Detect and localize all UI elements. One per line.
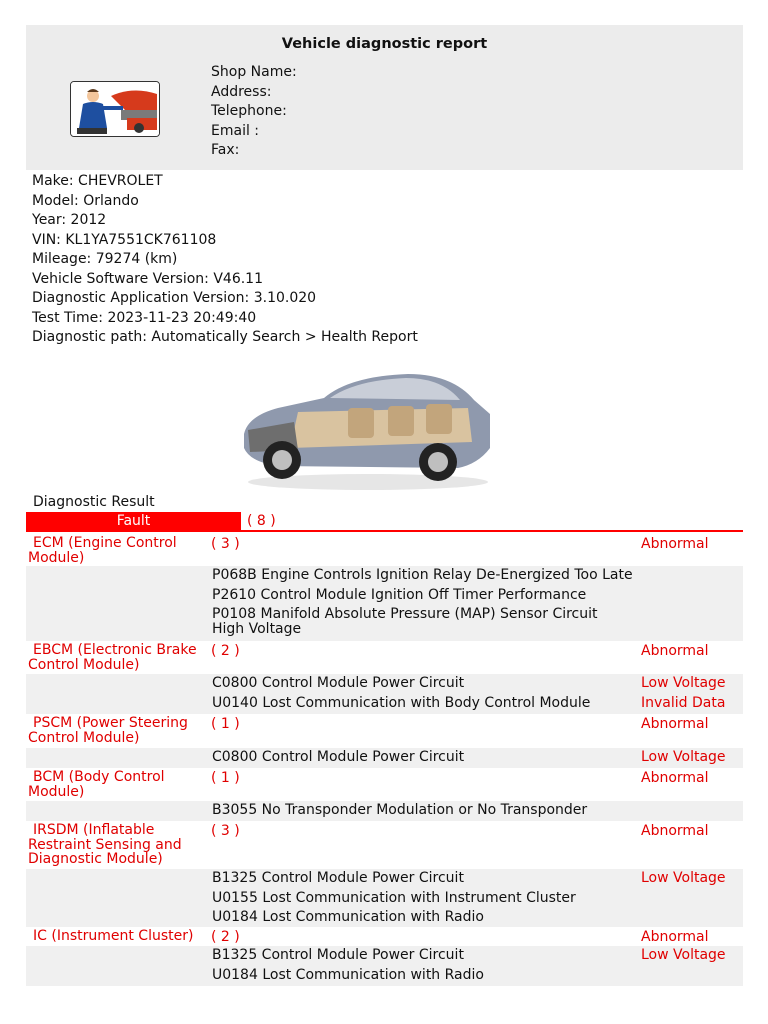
module-name: BCM (Body Control Module): [28, 769, 165, 800]
vehicle-year: Year: 2012: [32, 212, 107, 228]
module-row-bcm: [26, 768, 743, 801]
fault-code-status: Low Voltage: [641, 675, 726, 691]
diagnostic-path: Diagnostic path: Automatically Search > Health Report: [32, 329, 418, 345]
email-label: Email :: [211, 122, 260, 139]
module-status: Abnormal: [641, 929, 709, 945]
module-status: Abnormal: [641, 823, 709, 839]
module-name: IC (Instrument Cluster): [33, 928, 194, 944]
module-codes-ic: [26, 946, 743, 986]
module-count: ( 1 ): [211, 716, 240, 732]
module-row-pscm: [26, 714, 743, 748]
module-row-ecm: [26, 534, 743, 566]
shop-info: [211, 63, 297, 161]
fault-code-text: P068B Engine Controls Ignition Relay De-Energized Too Late: [212, 567, 633, 583]
fault-code-text: B3055 No Transponder Modulation or No Transponder: [212, 802, 588, 818]
fault-code: [26, 566, 743, 586]
module-name: ECM (Engine Control Module): [28, 535, 177, 566]
diagnostic-app-version: Diagnostic Application Version: 3.10.020: [32, 290, 317, 306]
fault-code: [26, 946, 743, 966]
fault-code: [26, 694, 743, 714]
mechanic-logo-icon: [70, 81, 160, 137]
module-count: ( 3 ): [211, 536, 240, 552]
fault-code-status: Invalid Data: [641, 694, 726, 711]
fault-code-text: C0800 Control Module Power Circuit: [212, 675, 465, 691]
fault-code: [26, 966, 743, 986]
module-name: EBCM (Electronic Brake Control Module): [28, 642, 197, 673]
vehicle-make: Make: CHEVROLET: [32, 173, 163, 189]
fault-code: [26, 674, 743, 694]
report-header: [26, 25, 743, 170]
fault-code: [26, 748, 743, 768]
module-name: IRSDM (Inflatable Restraint Sensing and Diagnostic Module): [28, 822, 182, 867]
module-name: PSCM (Power Steering Control Module): [28, 715, 188, 746]
fault-code: [26, 889, 743, 909]
fault-code: [26, 869, 743, 889]
fault-code-text: U0184 Lost Communication with Radio: [212, 966, 484, 983]
module-status: Abnormal: [641, 643, 709, 659]
module-codes-irsdm: [26, 869, 743, 927]
module-status: Abnormal: [641, 716, 709, 732]
fault-code: [26, 908, 743, 928]
module-count: ( 3 ): [211, 823, 240, 839]
module-codes-pscm: [26, 748, 743, 768]
test-time: Test Time: 2023-11-23 20:49:40: [32, 309, 257, 326]
fault-code: [26, 586, 743, 606]
module-count: ( 2 ): [211, 929, 240, 945]
vehicle-mileage: Mileage: 79274 (km): [32, 251, 178, 267]
fault-code-text: U0184 Lost Communication with Radio: [212, 909, 484, 925]
report-title: Vehicle diagnostic report: [281, 36, 488, 52]
module-row-ebcm: [26, 641, 743, 674]
module-count: ( 2 ): [211, 643, 240, 659]
fault-code-text: U0140 Lost Communication with Body Control Module: [212, 694, 591, 711]
fault-code-status: Low Voltage: [641, 947, 726, 963]
telephone-label: Telephone:: [211, 103, 287, 120]
fault-code-text: B1325 Control Module Power Circuit: [212, 870, 464, 886]
fault-code-status: Low Voltage: [641, 749, 726, 765]
fault-code-text: B1325 Control Module Power Circuit: [212, 947, 464, 963]
fault-code-status: Low Voltage: [641, 870, 726, 886]
module-list: [26, 534, 743, 986]
module-codes-ecm: [26, 566, 743, 641]
vehicle-software-version: Vehicle Software Version: V46.11: [32, 270, 263, 287]
module-codes-bcm: [26, 801, 743, 821]
module-row-irsdm: [26, 821, 743, 869]
fault-code: [26, 605, 632, 637]
fault-count: ( 8 ): [247, 513, 276, 529]
car-cutaway-icon: [238, 364, 494, 492]
fault-code-text: P0108 Manifold Absolute Pressure (MAP) Sensor Circuit High Voltage: [212, 606, 598, 637]
module-status: Abnormal: [641, 536, 709, 552]
shop-name-label: Shop Name:: [211, 64, 297, 80]
fax-label: Fax:: [211, 142, 240, 159]
vehicle-info: [32, 172, 418, 348]
module-status: Abnormal: [641, 770, 709, 786]
fault-code-text: U0155 Lost Communication with Instrument Cluster: [212, 889, 576, 906]
vehicle-model: Model: Orlando: [32, 192, 139, 209]
diagnostic-result-label: Diagnostic Result: [33, 494, 155, 510]
fault-code: [26, 801, 743, 821]
fault-tab: Fault: [26, 512, 241, 531]
fault-code-text: P2610 Control Module Ignition Off Timer Performance: [212, 586, 587, 603]
vehicle-vin: VIN: KL1YA7551CK761108: [32, 231, 217, 248]
module-row-ic: [26, 927, 743, 946]
fault-divider: [26, 530, 743, 532]
fault-code-text: C0800 Control Module Power Circuit: [212, 749, 465, 765]
module-count: ( 1 ): [211, 770, 240, 786]
module-codes-ebcm: [26, 674, 743, 714]
address-label: Address:: [211, 83, 272, 100]
